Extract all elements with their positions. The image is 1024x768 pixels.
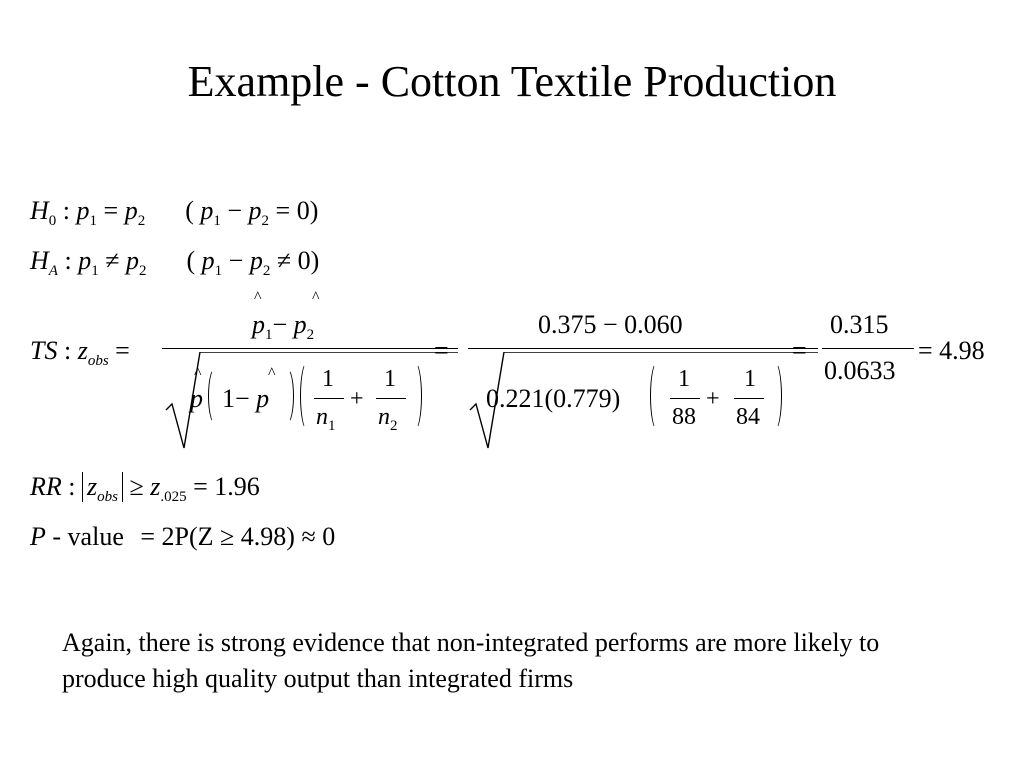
- ts-label: TS : $z_{obs}$ =: [30, 336, 130, 369]
- n1-value: 88: [672, 404, 696, 430]
- ts-result: = 4.98: [918, 336, 985, 365]
- ts-symbolic-numerator: $p_1- p_2$: [252, 310, 315, 343]
- null-hypothesis: $H_0$ : $p_1 = p_2$ ( $p_1 - p_2 = 0$): [30, 196, 319, 229]
- ts-numeric-numerator: 0.375 − 0.060: [538, 310, 683, 339]
- ts-den-prefix: 0.221(0.779): [486, 384, 621, 413]
- slide-title: Example - Cotton Textile Production: [187, 57, 837, 106]
- n2-value: 84: [736, 404, 760, 430]
- ts-fraction-bar: [162, 348, 458, 349]
- result-denominator: 0.0633: [824, 356, 896, 385]
- alternative-hypothesis: $H_A$ : $p_1 \ne p_2$ ( $p_1 - p_2 \ne 0$): [30, 246, 320, 279]
- rejection-region: RR : $z_{obs} \ge z_{.025} = 1.96$: [30, 472, 260, 505]
- p-value-line: P - value = 2P(Z ≥ 4.98) ≈ 0: [30, 522, 336, 551]
- conclusion-text: Again, there is strong evidence that non-integrated performs are more likely to produce high quality output than integrated firms: [62, 628, 880, 693]
- result-numerator: 0.315: [830, 310, 889, 339]
